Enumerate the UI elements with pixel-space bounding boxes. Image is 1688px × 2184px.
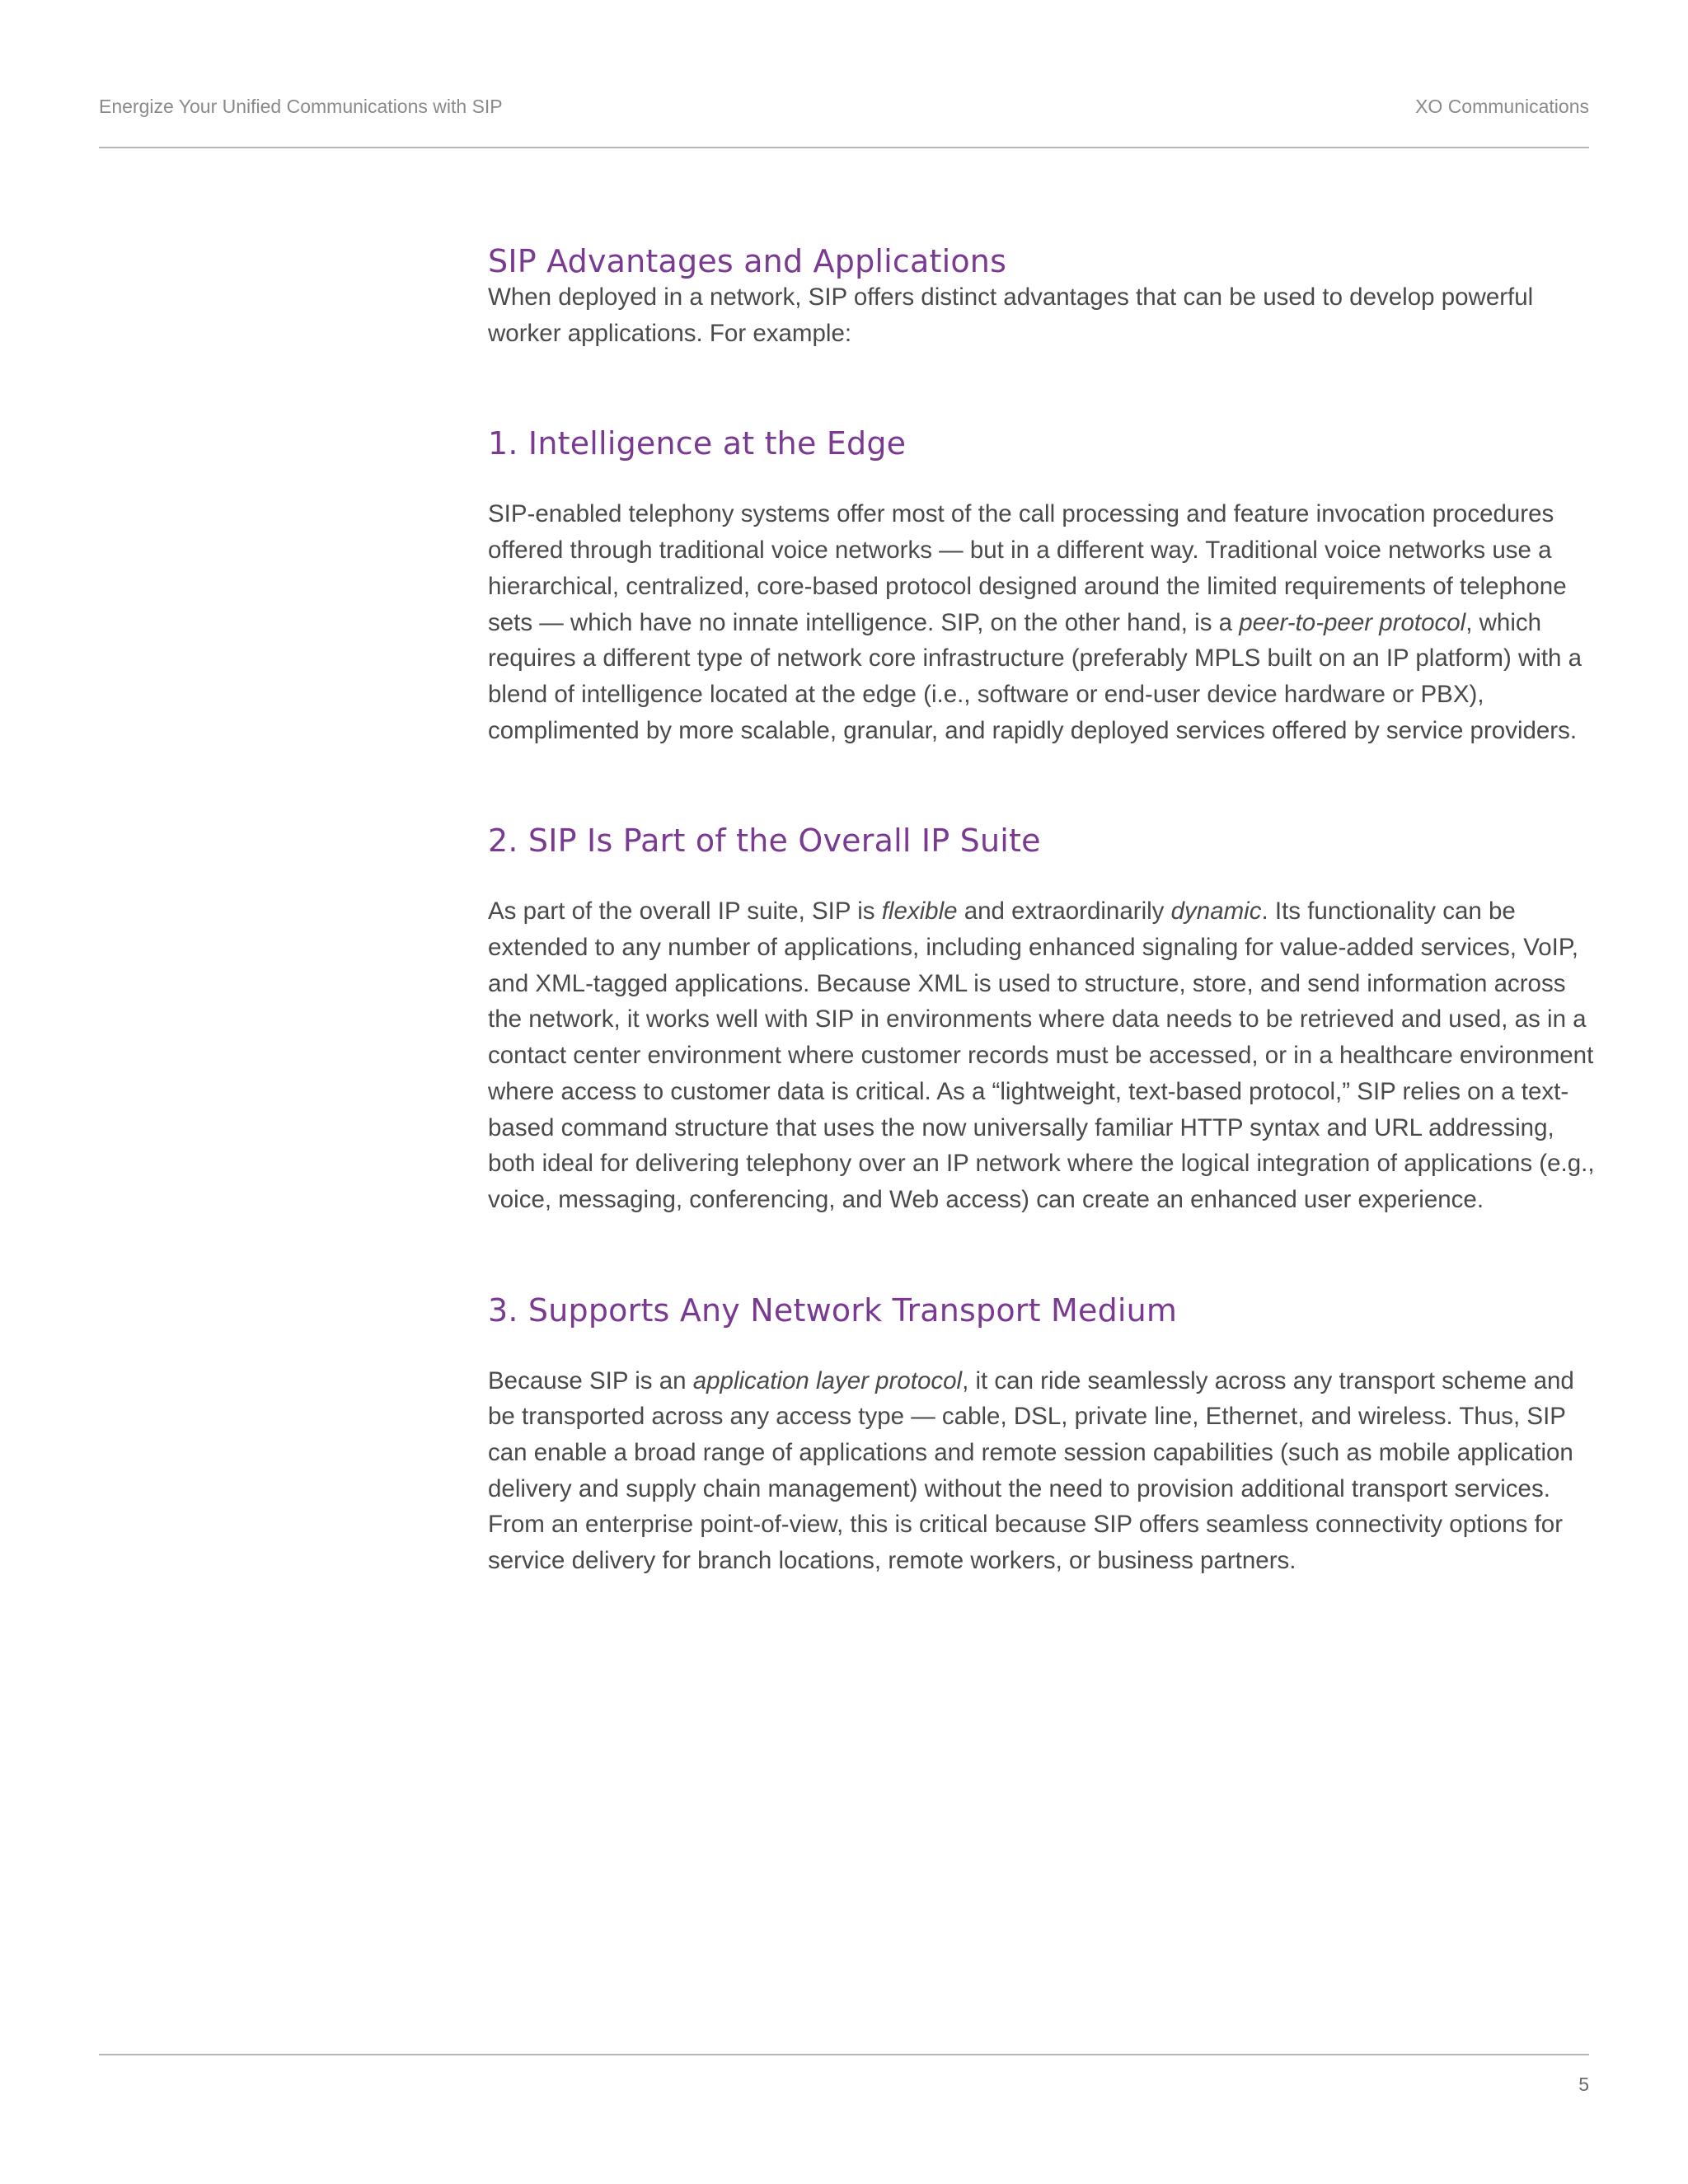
section-paragraph [488, 496, 1597, 748]
emphasis-text: flexible [881, 898, 958, 926]
emphasis-text: application layer protocol [692, 1366, 963, 1394]
paragraph-text: , which requires a different type of network core infrastructure (preferably MPLS built on an IP platform) with a blend of intelligence located at the edge (i.e., software or end-user device hardware or PBX), complimented by more scalable, granular, and rapidly deployed services offered by service providers. [488, 608, 1582, 744]
page-number: 5 [1578, 2074, 1589, 2095]
header-company-name: XO Communications [1415, 96, 1589, 117]
paragraph-text: . Its functionality can be extended to any number of applications, including enhanced signaling for value-added services, VoIP, and XML-tagged applications. Because XML is used to structure, store, and send information across the network, it works well with SIP in environments where data needs to be retrieved and used, as in a contact center environment where customer records must be accessed, or in a healthcare environment where access to customer data is critical. As a “lightweight, text-based protocol,” SIP relies on a text-based command structure that uses the now universally familiar HTTP syntax and URL addressing, both ideal for delivering telephony over an IP network where the logical integration of applications (e.g., voice, messaging, conferencing, and Web access) can create an enhanced user experience. [488, 898, 1595, 1213]
paragraph-text: SIP-enabled telephony systems offer most of the call processing and feature invocation procedures offered through traditional voice networks — but in a different way. Traditional voice networks use a hierarchical, centralized, core-based protocol designed around the limited requirements of telephone sets — which have no innate intelligence. SIP, on the other hand, is a [488, 500, 1567, 636]
paragraph-text: , it can ride seamlessly across any transport scheme and be transported across any access type — cable, DSL, private line, Ethernet, and wireless. Thus, SIP can enable a broad range of applications and remote session capabilities (such as mobile application delivery and supply chain management) without the need to provision additional transport services. From an enterprise point-of-view, this is critical because SIP offers seamless connectivity options for service delivery for branch locations, remote workers, or business partners. [488, 1366, 1574, 1575]
intro-paragraph: When deployed in a network, SIP offers distinct advantages that can be used to develop powerful worker applications. For example: [488, 284, 1534, 347]
section-intelligence-at-edge [488, 425, 1597, 748]
emphasis-text: dynamic [1170, 898, 1262, 926]
paragraph-text: Because SIP is an [488, 1366, 693, 1394]
section-ip-suite [488, 823, 1597, 1217]
section-heading: 2. SIP Is Part of the Overall IP Suite [488, 823, 1041, 860]
section-paragraph [488, 893, 1597, 1217]
section-paragraph [488, 1363, 1597, 1579]
page-footer [99, 2054, 1589, 2095]
section-heading: 3. Supports Any Network Transport Medium [488, 1291, 1178, 1329]
emphasis-text: peer-to-peer protocol [1239, 608, 1466, 636]
paragraph-text: As part of the overall IP suite, SIP is [488, 898, 882, 926]
main-content [488, 243, 1597, 1579]
page-header [99, 91, 1589, 148]
header-document-title: Energize Your Unified Communications with SIP [99, 96, 503, 117]
section-heading: 1. Intelligence at the Edge [488, 425, 907, 462]
page-title: SIP Advantages and Applications [488, 243, 1007, 279]
section-transport-medium [488, 1292, 1597, 1579]
paragraph-text: and extraordinarily [957, 898, 1171, 926]
